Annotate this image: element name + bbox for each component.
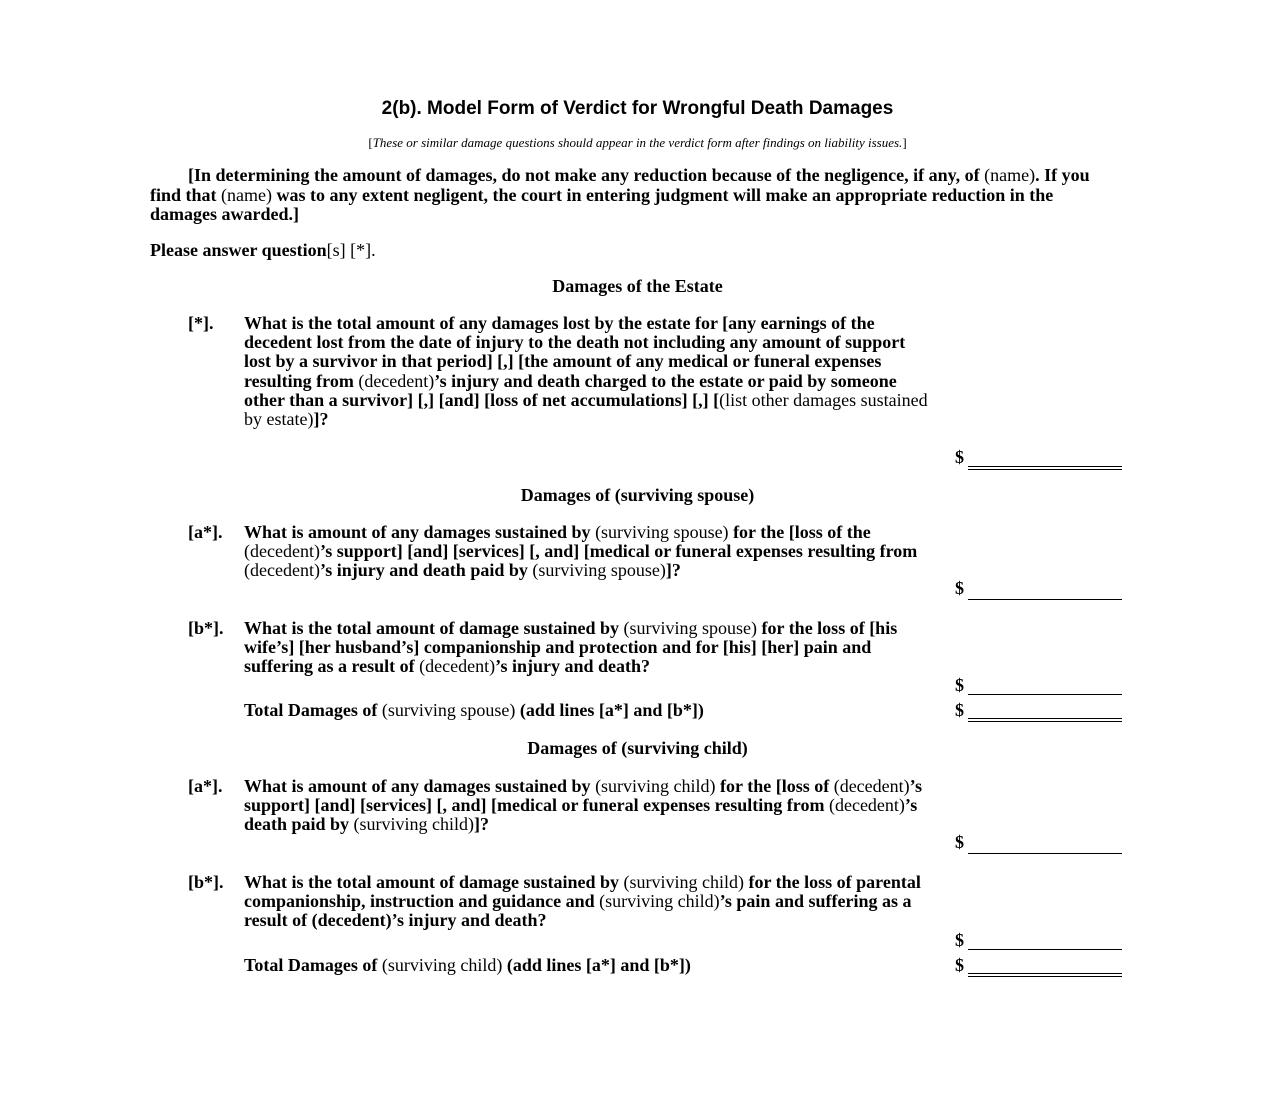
question-text: What is the total amount of damage sustained by (surviving child) for the loss of parental companionship, instruction and guidance and (surviving child)’s pain and suffering as a result of (decedent)’s injury and death?	[244, 872, 921, 931]
dollar-sign: $	[955, 675, 964, 695]
intro-name-2: (name)	[221, 184, 272, 205]
please-answer-text: Please answer question	[150, 240, 327, 260]
question-number: [b*].	[188, 618, 224, 638]
question-number: [b*].	[188, 872, 224, 892]
dollar-sign: $	[955, 832, 964, 852]
intro-paragraph	[150, 166, 1110, 225]
child-total: Total Damages of (surviving child) (add lines [a*] and [b*])	[244, 955, 691, 975]
child-question-b	[188, 873, 933, 931]
page-title: 2(b). Model Form of Verdict for Wrongful Death Damages	[381, 98, 894, 119]
spouse-question-b	[188, 619, 933, 677]
intro-text-1: [In determining the amount of damages, do not make any reduction because of the negligence, if any, of	[188, 165, 985, 185]
question-text: What is the total amount of any damages lost by the estate for [any earnings of the decedent lost from the date of injury to the death not including any amount of support lost by a survivor in that period] [,] [the amount of any medical or funeral expenses resulting from (decedent)’s injury and death charged to the estate or paid by someone other than a survivor] [,] [and] [loss of net accumulations] [,] [(list other damages sustained by estate)]?	[244, 313, 928, 430]
please-answer	[150, 240, 376, 261]
dollar-sign: $	[955, 955, 964, 975]
instruction-note-text: These or similar damage questions should appear in the verdict form after findings on liability issues.	[372, 135, 903, 150]
child-b-amount-line[interactable]	[968, 949, 1122, 950]
dollar-sign: $	[955, 930, 964, 950]
spouse-heading: Damages of (surviving spouse)	[520, 485, 755, 505]
dollar-sign: $	[955, 578, 964, 598]
question-text: What is the total amount of damage sustained by (surviving spouse) for the loss of [his wife’s] [her husband’s] companionship and protection and for [his] [her] pain and suffering as a result of (decedent)’s injury and death?	[244, 618, 898, 677]
question-text: What is amount of any damages sustained by (surviving child) for the [loss of (decedent)’s support] [and] [services] [, and] [medical or funeral expenses resulting from (decedent)’s death paid by (surviving child)]?	[244, 776, 922, 835]
intro-text-2: . If you find that	[150, 165, 1090, 205]
question-number: [a*].	[188, 776, 223, 796]
estate-question	[188, 314, 933, 429]
spouse-total: Total Damages of (surviving spouse) (add lines [a*] and [b*])	[244, 700, 704, 720]
question-number: [a*].	[188, 522, 223, 542]
spouse-question-a	[188, 523, 933, 581]
instruction-note: [These or similar damage questions should appear in the verdict form after findings on liability issues.]	[368, 135, 907, 150]
question-number: [*].	[188, 313, 214, 333]
child-heading: Damages of (surviving child)	[527, 738, 748, 758]
child-a-amount-line[interactable]	[968, 853, 1122, 854]
question-text: What is amount of any damages sustained by (surviving spouse) for the [loss of the (decedent)’s support] [and] [services] [, and] [medical or funeral expenses resulting from (decedent)’s injury and death paid by (surviving spouse)]?	[244, 522, 918, 581]
estate-heading: Damages of the Estate	[552, 276, 723, 296]
child-question-a	[188, 777, 933, 835]
intro-text-3: was to any extent negligent, the court in entering judgment will make an appropriate reduction in the damages awarded.]	[150, 184, 1054, 224]
intro-name-1: (name)	[984, 165, 1036, 185]
dollar-sign: $	[955, 447, 964, 467]
dollar-sign: $	[955, 700, 964, 720]
please-answer-placeholder: [s] [*].	[326, 240, 376, 260]
estate-amount-line[interactable]	[968, 466, 1122, 470]
spouse-a-amount-line[interactable]	[968, 599, 1122, 600]
spouse-total-amount-line[interactable]	[968, 718, 1122, 722]
child-total-amount-line[interactable]	[968, 973, 1122, 977]
spouse-b-amount-line[interactable]	[968, 694, 1122, 695]
